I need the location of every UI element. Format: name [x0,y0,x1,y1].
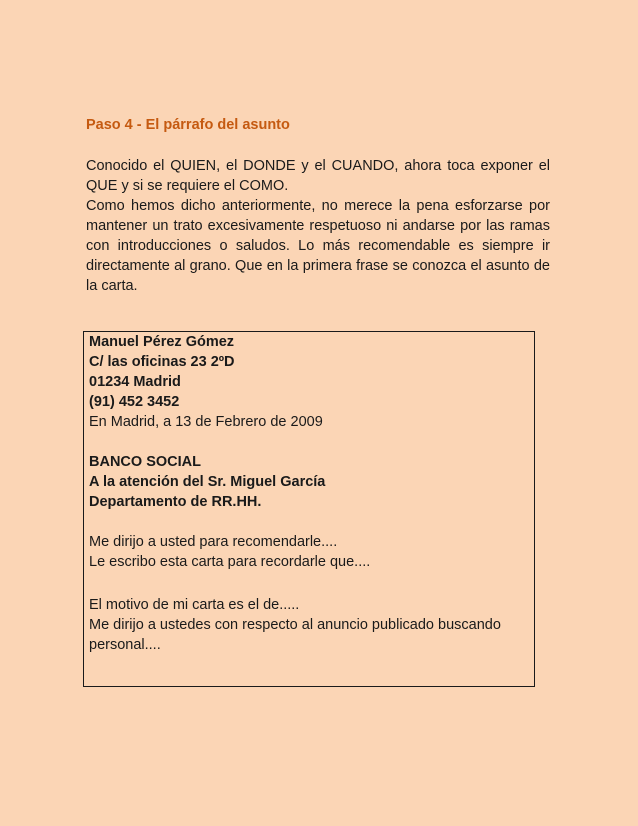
example-line-2: Le escribo esta carta para recordarle que.... [89,554,371,570]
sender-name: Manuel Pérez Gómez [89,334,235,350]
paragraph-1: Conocido el QUIEN, el DONDE y el CUANDO, ahora toca exponer el QUE y si se requiere el COMO. [86,158,550,194]
letter-example-box [83,331,535,687]
recipient-company: BANCO SOCIAL [89,454,201,470]
example-line-1: Me dirijo a usted para recomendarle.... [89,534,338,550]
recipient-department: Departamento de RR.HH. [89,494,262,510]
example-line-4: Me dirijo a ustedes con respecto al anuncio publicado buscando personal.... [89,617,501,653]
spacer [89,512,530,532]
spacer [89,572,530,592]
spacer [89,432,530,452]
section-heading: Paso 4 - El párrafo del asunto [86,117,290,133]
sender-city: 01234 Madrid [89,374,181,390]
example-line-3: El motivo de mi carta es el de..... [89,597,300,613]
date-line: En Madrid, a 13 de Febrero de 2009 [89,414,323,430]
paragraph-2: Como hemos dicho anteriormente, no merece la pena esforzarse por mantener un trato excesivamente respetuoso ni andarse por las ramas con introducciones o saludos. Lo más recomendable es siempre ir directamente al grano. Que en la primera frase se conozca el asunto de la carta. [86,198,550,294]
recipient-attention: A la atención del Sr. Miguel García [89,474,326,490]
sender-phone: (91) 452 3452 [89,394,180,410]
section-body [86,156,550,296]
sender-address: C/ las oficinas 23 2ºD [89,354,235,370]
